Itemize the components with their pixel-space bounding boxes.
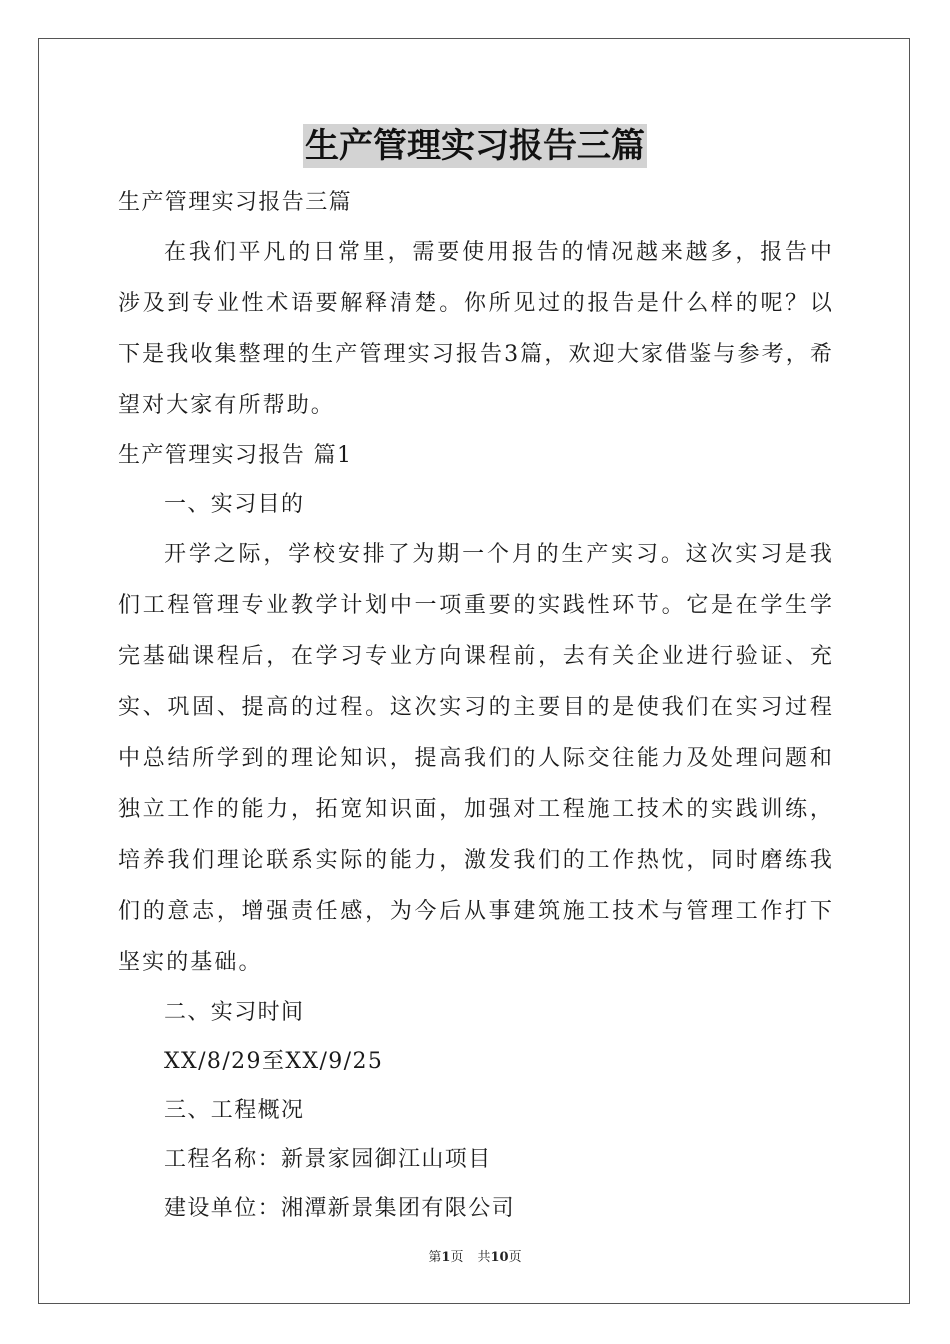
heading-purpose: 一、实习目的 [164, 492, 305, 517]
page-footer [0, 1246, 950, 1265]
footer-total-prefix: 共 [477, 1250, 491, 1265]
builder-unit: 建设单位：湘潭新景集团有限公司 [164, 1196, 516, 1221]
footer-page-suffix: 页 [450, 1250, 464, 1265]
footer-total-suffix: 页 [508, 1250, 522, 1265]
footer-page-prefix: 第 [428, 1250, 442, 1265]
footer-page-total: 10 [490, 1250, 509, 1265]
subtitle-line: 生产管理实习报告三篇 [118, 190, 353, 215]
intro-paragraph: 在我们平凡的日常里，需要使用报告的情况越来越多，报告中涉及到专业性术语要解释清楚。你所见过的报告是什么样的呢？以下是我收集整理的生产管理实习报告3篇，欢迎大家借鉴与参考，希望对大家有所帮助。 [118, 240, 834, 418]
heading-overview: 三、工程概况 [164, 1098, 305, 1123]
document-title: 生产管理实习报告三篇 [305, 126, 645, 166]
title-wrap [0, 124, 950, 168]
document-body [118, 178, 834, 1233]
section-heading: 生产管理实习报告 篇1 [118, 443, 353, 468]
heading-time: 二、实习时间 [164, 1000, 305, 1025]
footer-page-current: 1 [441, 1250, 451, 1265]
purpose-paragraph: 开学之际，学校安排了为期一个月的生产实习。这次实习是我们工程管理专业教学计划中一项重要的实践性环节。它是在学生学完基础课程后，在学习专业方向课程前，去有关企业进行验证、充实、巩固、提高的过程。这次实习的主要目的是使我们在实习过程中总结所学到的理论知识，提高我们的人际交往能力及处理问题和独立工作的能力，拓宽知识面，加强对工程施工技术的实践训练，培养我们理论联系实际的能力，激发我们的工作热忱，同时磨练我们的意志，增强责任感，为今后从事建筑施工技术与管理工作打下坚实的基础。 [118, 542, 834, 975]
project-name: 工程名称：新景家园御江山项目 [164, 1147, 492, 1172]
time-range: XX/8/29至XX/9/25 [164, 1049, 384, 1074]
